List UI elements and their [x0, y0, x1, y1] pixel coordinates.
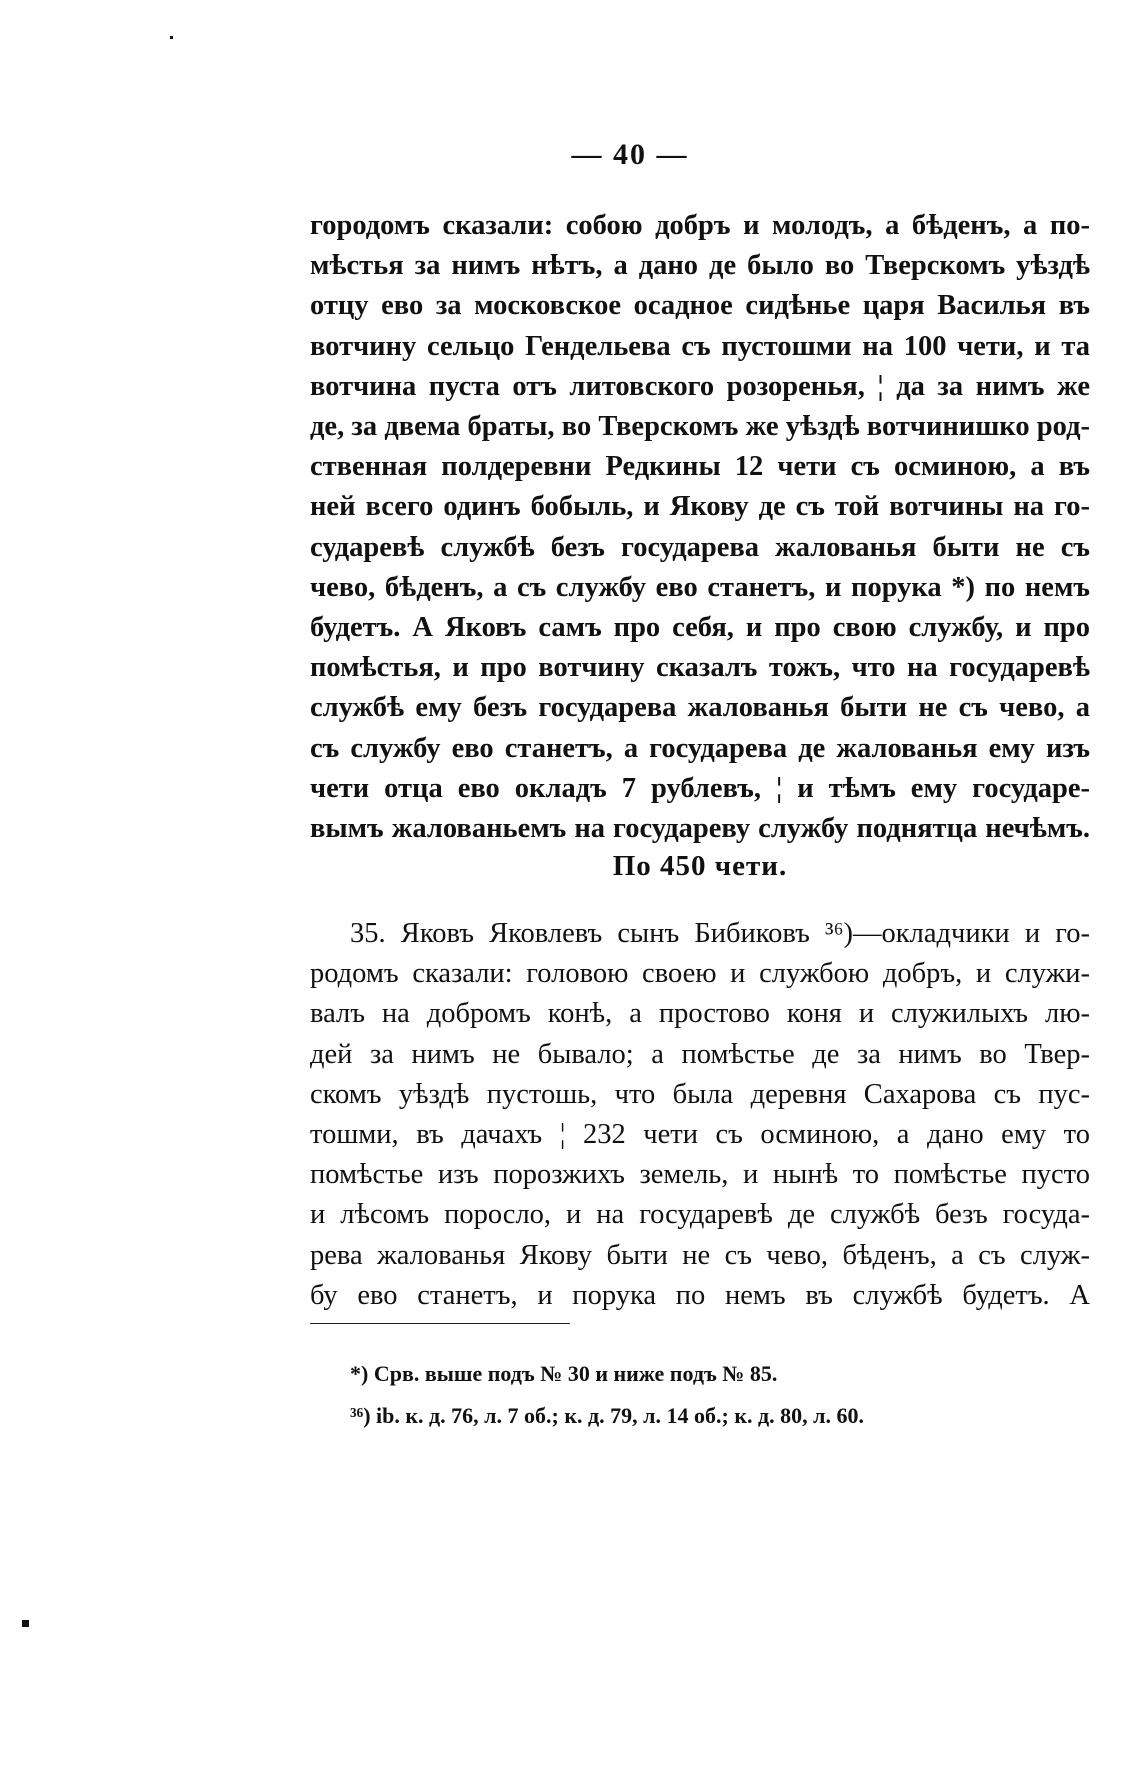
text-line: чети отца ево окладъ 7 рублевъ, ¦ и тѣмъ ему государе- [310, 772, 1090, 804]
footnote-divider [310, 1323, 570, 1324]
text-line: и лѣсомъ поросло, и на государевѣ де службѣ безъ госуда- [310, 1199, 1090, 1231]
text-line: валъ на добромъ конѣ, а простово коня и служилыхъ лю- [310, 998, 1090, 1030]
text-line: мѣстья за нимъ нѣтъ, а дано де было во Тверскомъ уѣздѣ [310, 250, 1090, 282]
section-heading: По 450 чети. [612, 850, 788, 882]
text-line: службѣ ему безъ государева жалованья быти не съ чево, а [310, 692, 1090, 724]
text-line: дей за нимъ не бывало; а помѣстье де за нимъ во Твер- [310, 1038, 1090, 1070]
text-line: будетъ. А Яковъ самъ про себя, и про свою службу, и про [310, 612, 1090, 644]
page-number: — 40 — [571, 138, 689, 171]
text-line: чево, бѣденъ, а съ службу ево станетъ, и порука *) по немъ [310, 571, 1090, 603]
text-line: рева жалованья Якову быти не съ чево, бѣденъ, а съ служ- [310, 1239, 1090, 1271]
text-line: помѣстье изъ порозжихъ земель, и нынѣ то помѣстье пусто [310, 1159, 1090, 1191]
text-line: вотчину сельцо Гендельева съ пустошми на 100 чети, и та [310, 330, 1090, 362]
footnote: *) Срв. выше подъ № 30 и ниже подъ № 85. [350, 1361, 778, 1386]
footnotes [350, 1353, 1110, 1437]
text-line: тошми, въ дачахъ ¦ 232 чети съ осминою, а дано ему то [310, 1119, 1090, 1151]
text-line: отцу ево за московское осадное сидѣнье царя Василья въ [310, 290, 1090, 322]
text-line: родомъ сказали: головою своею и службою добръ, и служи- [310, 958, 1090, 990]
text-line: съ службу ево станетъ, а государева де жалованья ему изъ [310, 732, 1090, 764]
paragraph-2 [310, 914, 1090, 1316]
text-line: бу ево станетъ, и порука по немъ въ службѣ будетъ. А [310, 1279, 1090, 1311]
footnote: ³⁶) ib. к. д. 76, л. 7 об.; к. д. 79, л. 14 об.; к. д. 80, л. 60. [350, 1403, 864, 1428]
text-line: вымъ жалованьемъ на государеву службу поднятца нечѣмъ. [310, 813, 1090, 845]
text-line: городомъ сказали: собою добръ и молодъ, а бѣденъ, а по- [310, 210, 1090, 241]
text-line: де, за двема браты, во Тверскомъ же уѣздѣ вотчинишко род- [310, 411, 1090, 443]
stray-mark-bottom [22, 1620, 29, 1627]
text-line: помѣстья, и про вотчину сказалъ тожъ, что на государевѣ [310, 652, 1090, 684]
text-line: сударевѣ службѣ безъ государева жалованья быти не съ [310, 531, 1090, 563]
text-line: вотчина пуста отъ литовского розоренья, ¦ да за нимъ же [310, 370, 1090, 402]
stray-mark-top [170, 36, 173, 39]
text-line: скомъ уѣздѣ пустошь, что была деревня Сахарова съ пус- [310, 1078, 1090, 1110]
text-line: ней всего одинъ бобыль, и Якову де съ той вотчины на го- [310, 491, 1090, 523]
text-line: ственная полдеревни Редкины 12 чети съ осминою, а въ [310, 451, 1090, 483]
text-line: 35. Яковъ Яковлевъ сынъ Бибиковъ ³⁶)—окладчики и го- [350, 918, 1090, 949]
paragraph-1 [310, 206, 1090, 849]
